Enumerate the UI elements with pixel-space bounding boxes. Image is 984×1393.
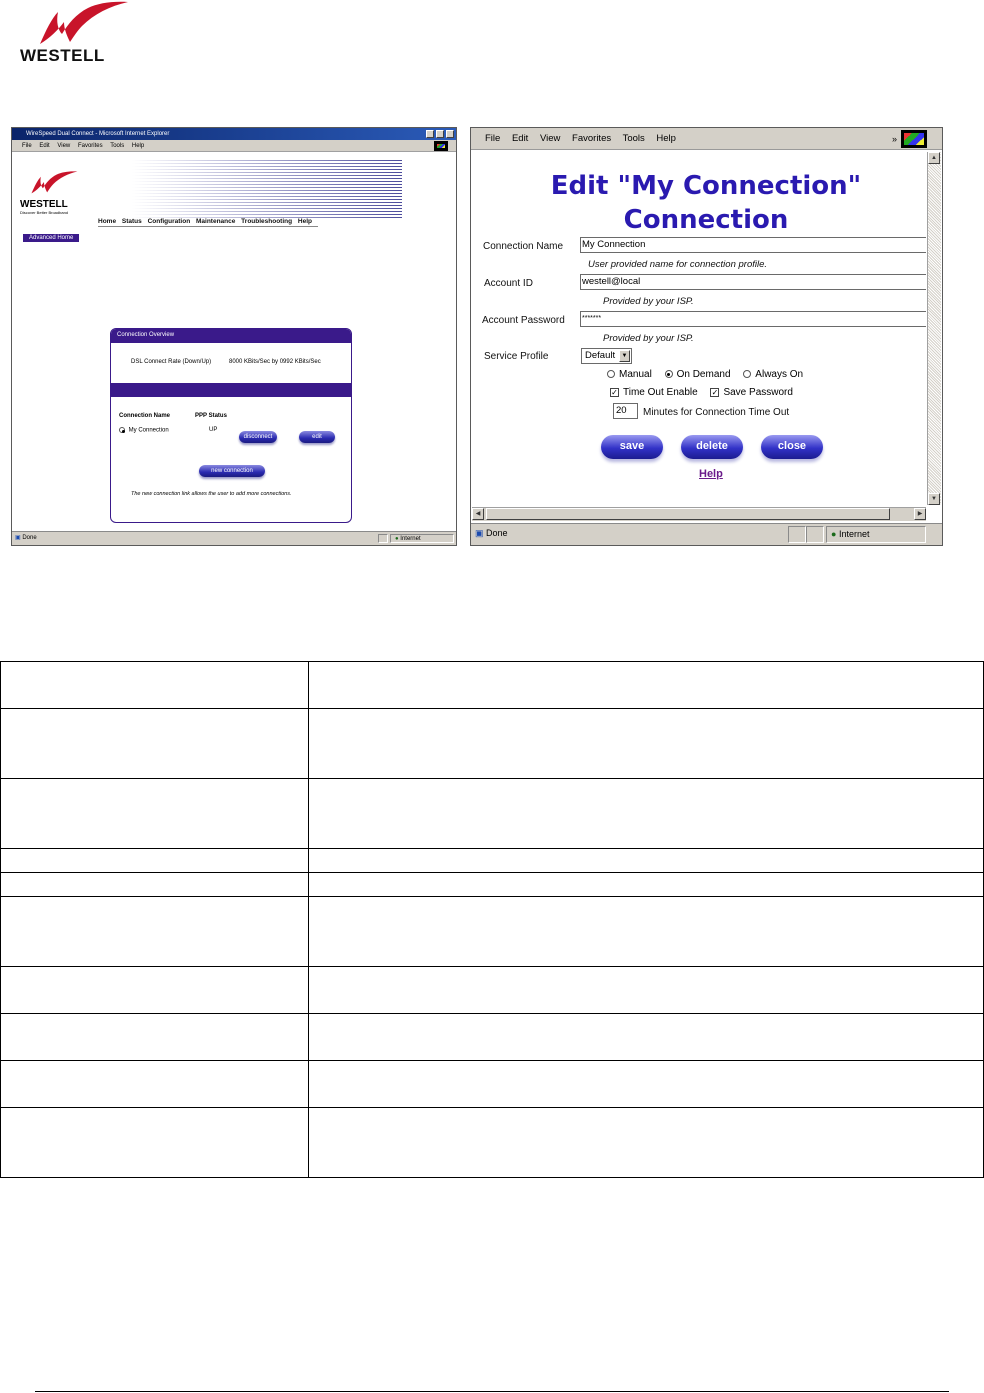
parameter-table <box>0 661 984 1178</box>
header-stripes <box>132 160 402 218</box>
connection-row <box>119 427 169 434</box>
advanced-home-link[interactable]: Advanced Home <box>23 234 79 242</box>
menu-bar <box>471 128 942 150</box>
main-nav <box>98 218 316 225</box>
radio-icon[interactable] <box>607 370 615 378</box>
edit-button[interactable]: edit <box>299 431 335 443</box>
connection-name-input[interactable]: My Connection <box>580 237 926 253</box>
menu-help[interactable]: Help <box>656 133 676 144</box>
table-row <box>1 1108 984 1178</box>
col-ppp-status: PPP Status <box>195 413 227 419</box>
horizontal-scrollbar[interactable] <box>472 507 926 521</box>
status-bar <box>12 531 456 545</box>
menu-edit[interactable]: Edit <box>511 133 529 144</box>
status-cell <box>806 526 824 543</box>
close-button[interactable]: close <box>761 435 823 459</box>
radio-icon[interactable] <box>743 370 751 378</box>
window-title: WireSpeed Dual Connect - Microsoft Internet Explorer <box>26 131 170 137</box>
checkbox-checked-icon[interactable]: ✓ <box>711 387 719 397</box>
service-profile-select[interactable] <box>581 348 632 364</box>
globe-icon: ● <box>395 536 399 542</box>
inner-logo <box>20 168 80 215</box>
menu-help[interactable]: Help <box>131 143 145 149</box>
inner-logo-tagline: Discover Better Broadband <box>20 210 69 215</box>
close-icon[interactable] <box>446 130 454 138</box>
nav-underline <box>98 226 318 227</box>
dsl-rate-value: 8000 KBits/Sec by 0992 KBits/Sec <box>229 359 321 365</box>
page-title-line1: Edit "My Connection" <box>550 171 862 201</box>
menu-bar <box>12 140 456 152</box>
toolbar-chevron-icon[interactable]: » <box>891 134 897 144</box>
status-zone: ● Internet <box>390 534 454 543</box>
save-button[interactable]: save <box>601 435 663 459</box>
menu-favorites[interactable]: Favorites <box>572 133 612 144</box>
status-text: ▣ Done <box>15 535 37 541</box>
mode-on-demand[interactable]: On Demand <box>665 369 731 380</box>
col-connection-name: Connection Name <box>119 413 171 419</box>
menu-tools[interactable]: Tools <box>622 133 645 144</box>
table-row <box>1 779 984 849</box>
page-title-line2: Connection <box>623 205 789 235</box>
checkbox-checked-icon[interactable]: ✓ <box>611 387 618 397</box>
scroll-left-icon[interactable]: ◀ <box>472 508 484 520</box>
ppp-status-cell: UP <box>209 427 218 433</box>
radio-selected-icon[interactable] <box>665 370 673 378</box>
logo-wordmark: WESTELL <box>20 46 105 65</box>
maximize-icon[interactable] <box>436 130 444 138</box>
menu-file[interactable]: File <box>22 143 32 149</box>
status-zone: ● Internet <box>826 526 926 543</box>
right-browser-window <box>470 127 943 546</box>
account-id-input[interactable]: westell@local <box>580 274 926 290</box>
mode-always-on[interactable]: Always On <box>743 369 803 380</box>
left-browser-window <box>11 127 457 546</box>
service-profile-value: Default <box>585 350 616 361</box>
menu-favorites[interactable]: Favorites <box>77 143 103 149</box>
dropdown-arrow-icon[interactable]: ▼ <box>619 350 630 362</box>
new-connection-note: The new connection link allows the user to add more connections. <box>131 491 292 497</box>
menu-edit[interactable]: Edit <box>39 143 50 149</box>
connection-radio[interactable] <box>119 427 125 433</box>
connection-overview-panel <box>110 328 352 523</box>
windows-flag-icon <box>901 130 927 148</box>
options-checkboxes <box>610 387 793 398</box>
ie-page-icon: ▣ <box>475 528 484 538</box>
westell-swoosh-icon <box>20 168 80 198</box>
dsl-rate-label: DSL Connect Rate (Down/Up) <box>131 359 212 365</box>
connection-name-label: Connection Name <box>483 241 564 252</box>
timeout-minutes-input[interactable]: 20 <box>613 403 638 419</box>
timeout-enable-checkbox[interactable]: ✓ Time Out Enable <box>611 387 698 398</box>
ie-page-icon: ▣ <box>15 535 21 541</box>
scroll-down-icon[interactable]: ▼ <box>928 493 940 505</box>
scroll-up-icon[interactable]: ▲ <box>928 152 940 164</box>
menu-file[interactable]: File <box>485 133 501 144</box>
westell-swoosh-icon <box>18 0 133 48</box>
new-connection-button[interactable]: new connection <box>199 465 265 477</box>
service-profile-label: Service Profile <box>484 351 549 362</box>
mode-manual[interactable]: Manual <box>607 369 652 380</box>
window-titlebar <box>12 128 456 140</box>
status-text: ▣ Done <box>475 528 508 538</box>
help-link[interactable]: Help <box>699 468 723 480</box>
table-row <box>1 1061 984 1108</box>
nav-home[interactable]: Home <box>98 218 117 225</box>
timeout-label: Minutes for Connection Time Out <box>643 407 790 418</box>
menu-view[interactable]: View <box>57 143 71 149</box>
account-password-hint: Provided by your ISP. <box>603 333 694 344</box>
table-row <box>1 967 984 1014</box>
connection-name-hint: User provided name for connection profile. <box>588 259 768 270</box>
nav-troubleshooting[interactable]: Troubleshooting <box>241 218 293 225</box>
save-password-checkbox[interactable]: ✓ Save Password <box>711 387 793 398</box>
menu-tools[interactable]: Tools <box>110 143 125 149</box>
overview-header: Connection Overview <box>111 329 351 343</box>
menu-view[interactable]: View <box>539 133 561 144</box>
globe-icon: ● <box>831 529 837 539</box>
minimize-icon[interactable] <box>426 130 434 138</box>
account-password-input[interactable]: ******* <box>580 311 926 327</box>
status-bar <box>471 523 942 545</box>
table-row <box>1 897 984 967</box>
overview-divider-bar <box>111 383 351 397</box>
scroll-thumb[interactable] <box>486 508 890 520</box>
table-row <box>1 849 984 873</box>
account-password-label: Account Password <box>482 315 565 326</box>
table-row <box>1 1014 984 1061</box>
westell-logo <box>18 0 133 68</box>
table-row <box>1 873 984 897</box>
windows-flag-icon <box>434 141 448 151</box>
connection-mode-radios <box>607 369 803 380</box>
inner-logo-wordmark: WESTELL <box>20 199 68 210</box>
account-id-hint: Provided by your ISP. <box>603 296 694 307</box>
disconnect-button[interactable]: disconnect <box>239 431 277 443</box>
status-cell <box>378 534 388 543</box>
connection-name-cell: My Connection <box>128 427 169 434</box>
nav-help[interactable]: Help <box>297 218 312 225</box>
scroll-right-icon[interactable]: ▶ <box>914 508 926 520</box>
status-cell <box>788 526 806 543</box>
nav-status[interactable]: Status <box>121 218 142 225</box>
nav-maintenance[interactable]: Maintenance <box>195 218 236 225</box>
account-id-label: Account ID <box>484 278 533 289</box>
table-row <box>1 709 984 779</box>
delete-button[interactable]: delete <box>681 435 743 459</box>
footer-rule <box>35 1391 949 1392</box>
vertical-scrollbar[interactable] <box>927 152 941 505</box>
table-row <box>1 662 984 709</box>
nav-configuration[interactable]: Configuration <box>147 218 191 225</box>
